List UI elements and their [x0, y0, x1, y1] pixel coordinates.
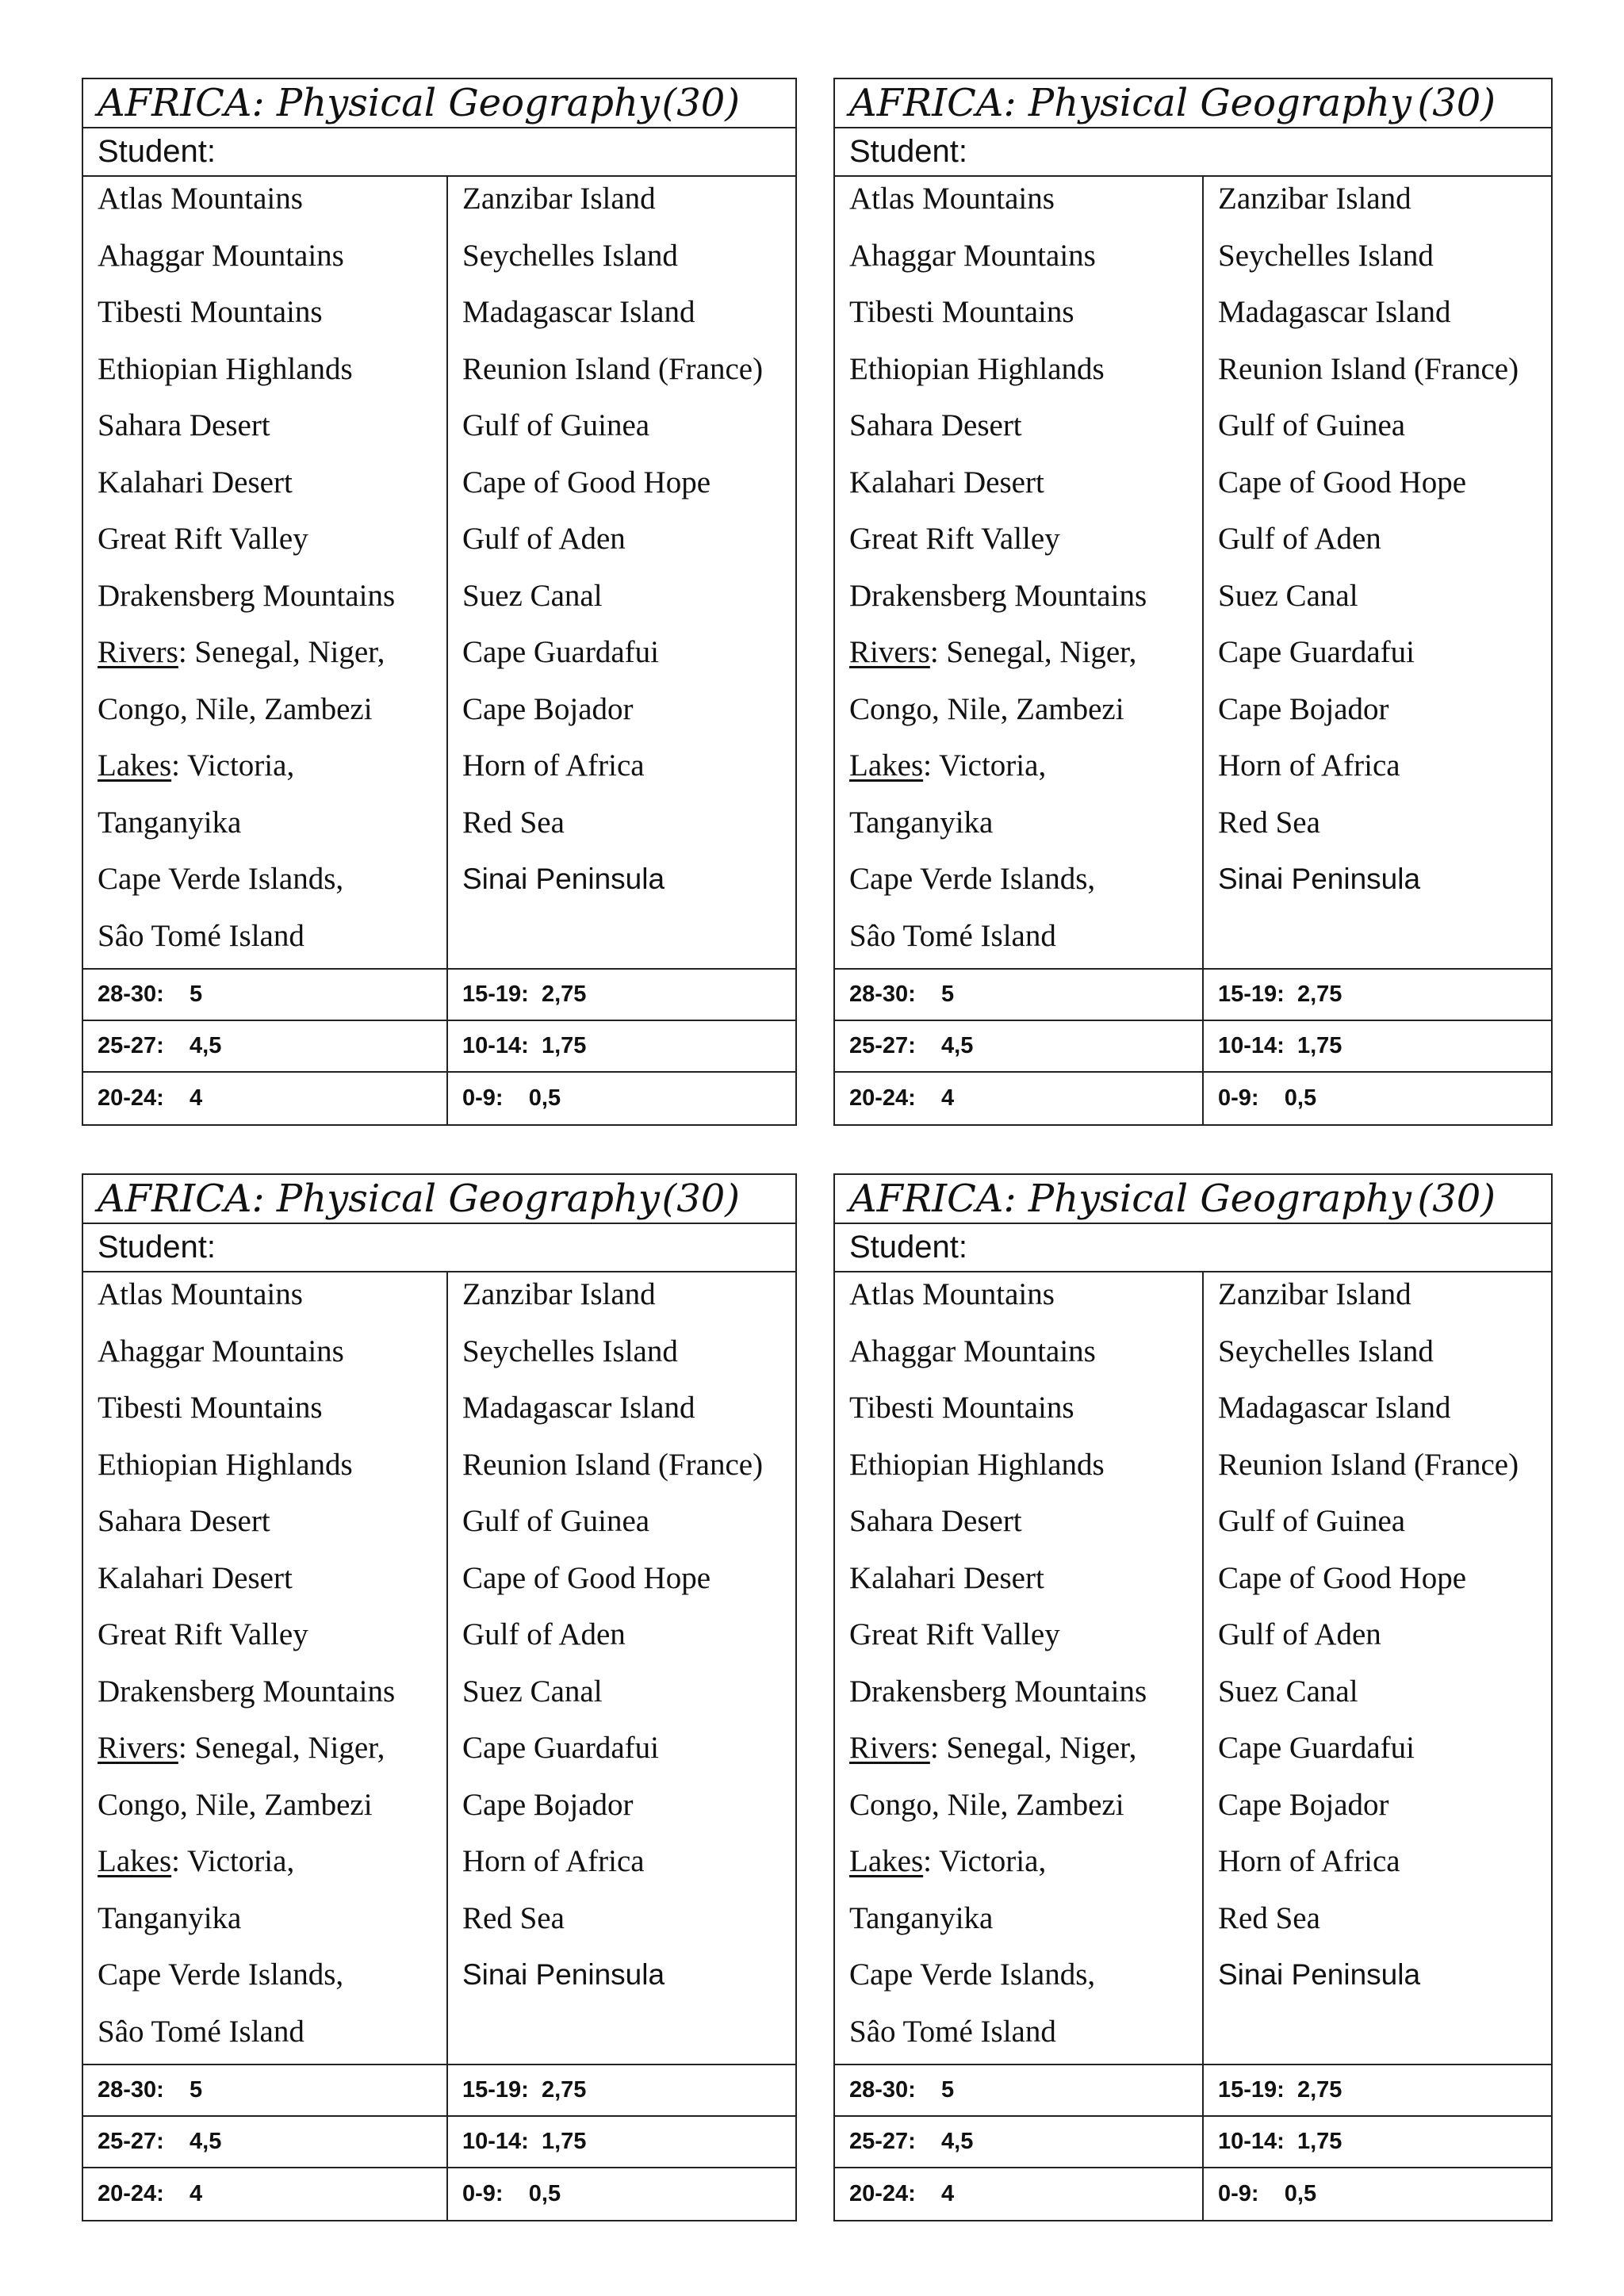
topic-item: Great Rift Valley — [98, 522, 308, 556]
topic-item: Atlas Mountains — [98, 182, 303, 216]
topic-item: Ethiopian Highlands — [98, 1447, 353, 1482]
topic-item: Sahara Desert — [98, 408, 270, 442]
topic-item: Seychelles Island — [462, 1334, 678, 1368]
grading-scale-row — [83, 970, 795, 1021]
topics-left-column — [835, 177, 1204, 974]
topic-item: Cape Bojador — [462, 691, 634, 726]
topic-item: Sâo Tomé Island — [98, 2014, 304, 2049]
topic-item: Red Sea — [462, 805, 565, 840]
grading-scale-row — [835, 2117, 1551, 2168]
topic-item: Drakensberg Mountains — [849, 1674, 1147, 1709]
student-label: Student: — [98, 1230, 216, 1265]
lakes-text: : Victoria, — [923, 748, 1047, 783]
grade-range: 15-19: 2,75 — [462, 982, 587, 1007]
student-label: Student: — [98, 134, 216, 169]
rivers-label: Rivers — [98, 635, 178, 669]
rivers-text: : Senegal, Niger, — [929, 635, 1137, 669]
topic-item: Sâo Tomé Island — [849, 918, 1056, 953]
student-name-field[interactable] — [835, 1224, 1551, 1272]
topic-item: Cape of Good Hope — [1218, 1560, 1467, 1595]
topic-item: Kalahari Desert — [849, 1560, 1044, 1595]
rivers-label: Rivers — [98, 1731, 178, 1765]
topic-item: Great Rift Valley — [849, 522, 1060, 556]
grade-range: 10-14: 1,75 — [1218, 1033, 1342, 1058]
topic-item: Zanzibar Island — [462, 1277, 656, 1311]
topic-item: Cape of Good Hope — [462, 1560, 711, 1595]
topic-item: Congo, Nile, Zambezi — [98, 691, 373, 726]
topic-item: Reunion Island (France) — [462, 351, 764, 386]
topics-left-column — [835, 1272, 1204, 2069]
lakes-label: Lakes — [98, 1844, 172, 1878]
grade-range: 10-14: 1,75 — [1218, 2129, 1342, 2154]
topic-item: Gulf of Aden — [462, 1617, 626, 1651]
grade-range: 20-24: 4 — [835, 2168, 1204, 2220]
card-header — [835, 79, 1551, 128]
topics-right-column — [1204, 1272, 1551, 2069]
topic-item: Madagascar Island — [1218, 1391, 1451, 1425]
lakes-label: Lakes — [849, 1844, 924, 1878]
topic-item: Red Sea — [1218, 1900, 1320, 1935]
topic-item: Suez Canal — [1218, 1674, 1358, 1709]
grading-scale-row — [835, 2065, 1551, 2117]
topic-item: Tanganyika — [849, 805, 994, 840]
topic-item: Zanzibar Island — [1218, 182, 1411, 216]
topic-item: Cape of Good Hope — [1218, 465, 1467, 499]
rivers-text: : Senegal, Niger, — [178, 1731, 385, 1765]
grade-range: 0-9: 0,5 — [1218, 2181, 1317, 2206]
quiz-card — [82, 1173, 797, 2221]
grade-range: 28-30: 5 — [83, 970, 448, 1020]
card-title: AFRICA: Physical Geography — [849, 1177, 1412, 1221]
topic-item: Ethiopian Highlands — [98, 351, 353, 386]
topic-item: Cape Bojador — [462, 1787, 634, 1822]
topic-item: Ethiopian Highlands — [849, 351, 1105, 386]
grade-range: 25-27: 4,5 — [835, 1021, 1204, 1071]
topic-item: Cape Bojador — [1218, 691, 1389, 726]
quiz-card — [82, 78, 797, 1126]
topic-item: Sahara Desert — [849, 1504, 1022, 1538]
topic-item: Cape Bojador — [1218, 1787, 1389, 1822]
rivers-text: : Senegal, Niger, — [929, 1731, 1137, 1765]
topic-item: Cape Guardafui — [1218, 635, 1415, 669]
topic-item-rivers — [849, 633, 1202, 691]
topic-item-rivers — [98, 1729, 446, 1786]
topic-item: Sinai Peninsula — [1218, 863, 1421, 895]
card-points: (30) — [1417, 81, 1496, 125]
topic-item: Cape Guardafui — [462, 1731, 659, 1765]
card-title: AFRICA: Physical Geography — [98, 81, 661, 125]
topic-item: Sinai Peninsula — [462, 1958, 665, 1991]
grade-range: 20-24: 4 — [835, 1073, 1204, 1124]
topic-item: Sinai Peninsula — [462, 863, 665, 895]
topic-item-rivers — [849, 1729, 1202, 1786]
topic-item: Tanganyika — [849, 1900, 994, 1935]
topic-item: Horn of Africa — [462, 748, 645, 783]
grade-range: 28-30: 5 — [835, 970, 1204, 1020]
topic-item: Gulf of Aden — [1218, 522, 1381, 556]
topic-item: Kalahari Desert — [98, 1560, 293, 1595]
topics-left-column — [83, 1272, 448, 2069]
card-points: (30) — [661, 81, 740, 125]
grading-scale-row — [835, 970, 1551, 1021]
topic-item: Cape Guardafui — [1218, 1731, 1415, 1765]
grade-range: 15-19: 2,75 — [462, 2077, 587, 2103]
topic-item: Great Rift Valley — [98, 1617, 308, 1651]
topic-item: Cape of Good Hope — [462, 465, 711, 499]
topic-item: Suez Canal — [462, 578, 603, 613]
card-header — [835, 1175, 1551, 1224]
topic-item: Tanganyika — [98, 805, 242, 840]
topic-item: Red Sea — [462, 1900, 565, 1935]
grade-range: 25-27: 4,5 — [83, 2117, 448, 2167]
topic-item: Cape Verde Islands, — [849, 862, 1096, 896]
grade-range: 20-24: 4 — [83, 2168, 448, 2220]
topic-item-rivers — [98, 633, 446, 691]
topic-item: Reunion Island (France) — [1218, 351, 1519, 386]
rivers-label: Rivers — [849, 635, 930, 669]
topic-item: Great Rift Valley — [849, 1617, 1060, 1651]
student-label: Student: — [849, 1230, 968, 1265]
grade-range: 28-30: 5 — [835, 2065, 1204, 2115]
grade-range: 20-24: 4 — [83, 1073, 448, 1124]
topic-item: Drakensberg Mountains — [98, 578, 396, 613]
grade-range: 0-9: 0,5 — [1218, 1085, 1317, 1111]
topics-grid — [83, 1272, 795, 2065]
grade-range: 28-30: 5 — [83, 2065, 448, 2115]
topic-item: Horn of Africa — [1218, 748, 1400, 783]
topic-item: Sâo Tomé Island — [849, 2014, 1056, 2049]
topic-item: Madagascar Island — [462, 295, 695, 329]
card-title: AFRICA: Physical Geography — [98, 1177, 661, 1221]
topic-item: Madagascar Island — [462, 1391, 695, 1425]
topic-item: Congo, Nile, Zambezi — [98, 1787, 373, 1822]
grade-range: 0-9: 0,5 — [462, 1085, 561, 1111]
lakes-label: Lakes — [849, 748, 924, 783]
quiz-card — [833, 1173, 1553, 2221]
topics-grid — [83, 177, 795, 970]
topic-item: Suez Canal — [1218, 578, 1358, 613]
card-points: (30) — [661, 1177, 740, 1221]
rivers-label: Rivers — [849, 1731, 930, 1765]
grading-scale-row — [83, 2117, 795, 2168]
topic-item: Ahaggar Mountains — [849, 1334, 1096, 1368]
topic-item: Zanzibar Island — [1218, 1277, 1411, 1311]
lakes-text: : Victoria, — [923, 1844, 1047, 1878]
lakes-text: : Victoria, — [171, 1844, 295, 1878]
topic-item: Kalahari Desert — [849, 465, 1044, 499]
topic-item: Tibesti Mountains — [849, 295, 1074, 329]
topic-item: Sahara Desert — [98, 1504, 270, 1538]
topic-item: Congo, Nile, Zambezi — [849, 1787, 1124, 1822]
topic-item: Tibesti Mountains — [849, 1391, 1074, 1425]
topic-item: Gulf of Guinea — [1218, 408, 1406, 442]
grade-range: 15-19: 2,75 — [1218, 982, 1342, 1007]
topics-right-column — [1204, 177, 1551, 974]
topic-item: Horn of Africa — [1218, 1844, 1400, 1878]
topic-item: Seychelles Island — [1218, 1334, 1434, 1368]
grade-range: 10-14: 1,75 — [462, 1033, 587, 1058]
topic-item: Ahaggar Mountains — [849, 238, 1096, 273]
topic-item: Cape Verde Islands, — [98, 862, 344, 896]
topic-item: Gulf of Guinea — [462, 408, 650, 442]
topic-item: Ethiopian Highlands — [849, 1447, 1105, 1482]
grading-scale-row — [835, 1073, 1551, 1124]
topic-item: Atlas Mountains — [98, 1277, 303, 1311]
topic-item-lakes — [849, 747, 1202, 804]
student-label: Student: — [849, 134, 968, 169]
topic-item: Cape Guardafui — [462, 635, 659, 669]
topic-item: Reunion Island (France) — [1218, 1447, 1519, 1482]
topics-grid — [835, 177, 1551, 970]
lakes-label: Lakes — [98, 748, 172, 783]
topic-item-lakes — [849, 1843, 1202, 1900]
grading-scale-row — [83, 2168, 795, 2220]
grade-range: 0-9: 0,5 — [462, 2181, 561, 2206]
topic-item: Cape Verde Islands, — [849, 1957, 1096, 1992]
topic-item: Congo, Nile, Zambezi — [849, 691, 1124, 726]
grade-range: 10-14: 1,75 — [462, 2129, 587, 2154]
topic-item: Cape Verde Islands, — [98, 1957, 344, 1992]
lakes-text: : Victoria, — [171, 748, 295, 783]
rivers-text: : Senegal, Niger, — [178, 635, 385, 669]
topic-item: Gulf of Aden — [1218, 1617, 1381, 1651]
topics-right-column — [448, 177, 795, 974]
student-name-field[interactable] — [83, 1224, 795, 1272]
topic-item: Sâo Tomé Island — [98, 918, 304, 953]
student-name-field[interactable] — [835, 128, 1551, 177]
topic-item: Tibesti Mountains — [98, 295, 323, 329]
topic-item: Suez Canal — [462, 1674, 603, 1709]
topic-item: Drakensberg Mountains — [849, 578, 1147, 613]
topic-item: Drakensberg Mountains — [98, 1674, 396, 1709]
topic-item-lakes — [98, 1843, 446, 1900]
topic-item: Atlas Mountains — [849, 182, 1055, 216]
topic-item: Gulf of Guinea — [1218, 1504, 1406, 1538]
grade-range: 15-19: 2,75 — [1218, 2077, 1342, 2103]
topic-item: Zanzibar Island — [462, 182, 656, 216]
topic-item: Seychelles Island — [1218, 238, 1434, 273]
grading-scale-row — [83, 1073, 795, 1124]
topic-item: Kalahari Desert — [98, 465, 293, 499]
student-name-field[interactable] — [83, 128, 795, 177]
grading-scale-row — [83, 1021, 795, 1073]
topic-item: Atlas Mountains — [849, 1277, 1055, 1311]
topic-item: Seychelles Island — [462, 238, 678, 273]
topics-right-column — [448, 1272, 795, 2069]
topic-item: Ahaggar Mountains — [98, 1334, 344, 1368]
topic-item: Red Sea — [1218, 805, 1320, 840]
topics-left-column — [83, 177, 448, 974]
topic-item: Madagascar Island — [1218, 295, 1451, 329]
topic-item: Tanganyika — [98, 1900, 242, 1935]
quiz-card — [833, 78, 1553, 1126]
grading-scale-row — [83, 2065, 795, 2117]
grading-scale-row — [835, 2168, 1551, 2220]
topic-item-lakes — [98, 747, 446, 804]
grade-range: 25-27: 4,5 — [83, 1021, 448, 1071]
topic-item: Sinai Peninsula — [1218, 1958, 1421, 1991]
card-points: (30) — [1417, 1177, 1496, 1221]
topic-item: Gulf of Guinea — [462, 1504, 650, 1538]
topic-item: Horn of Africa — [462, 1844, 645, 1878]
topic-item: Reunion Island (France) — [462, 1447, 764, 1482]
topic-item: Tibesti Mountains — [98, 1391, 323, 1425]
topic-item: Ahaggar Mountains — [98, 238, 344, 273]
grade-range: 25-27: 4,5 — [835, 2117, 1204, 2167]
topic-item: Gulf of Aden — [462, 522, 626, 556]
topics-grid — [835, 1272, 1551, 2065]
card-title: AFRICA: Physical Geography — [849, 81, 1412, 125]
topic-item: Sahara Desert — [849, 408, 1022, 442]
grading-scale-row — [835, 1021, 1551, 1073]
card-header — [83, 1175, 795, 1224]
card-header — [83, 79, 795, 128]
